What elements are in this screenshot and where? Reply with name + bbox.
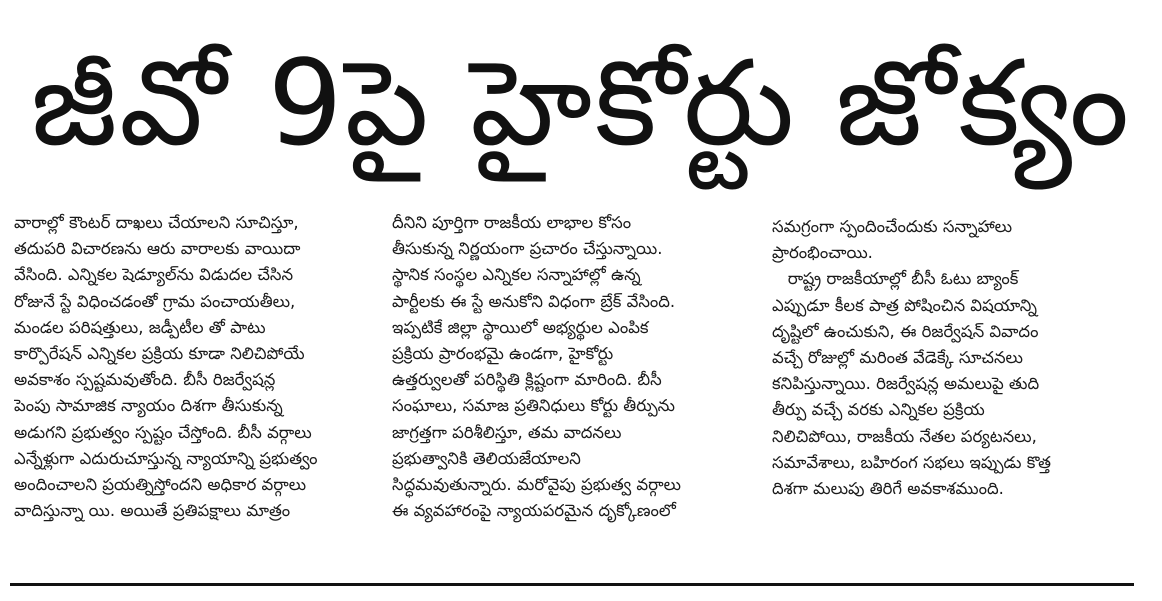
article-column-1 — [14, 210, 376, 524]
text-line: ఈ వ్యవహారంపై న్యాయపరమైన దృక్కోణంలో — [392, 501, 676, 521]
text-line: ప్రక్రియ ప్రారంభమై ఉండగా, హైకోర్టు — [392, 343, 614, 363]
text-line: కనిపిస్తున్నాయి. రిజర్వేషన్ల అమలుపై తుది — [772, 374, 1040, 394]
text-line: సమగ్రంగా స్పందించేందుకు సన్నాహాలు — [772, 217, 1013, 236]
headline: జీవో 9పై హైకోర్టు జోక్యం — [30, 34, 1132, 172]
text-line: ప్రారంభించాయి. — [772, 243, 873, 263]
article-column-3 — [772, 214, 1134, 502]
text-line: అడుగని ప్రభుత్వం స్పష్టం చేస్తోంది. బీసీ వర్గాలు — [14, 422, 312, 442]
text-line: తీసుకున్న నిర్ణయంగా ప్రచారం చేస్తున్నాయి. — [392, 239, 663, 259]
text-line: పార్టీలకు ఈ స్టే అనుకోని విధంగా బ్రేక్ వేసింది. — [392, 291, 676, 311]
text-line: ఎన్నేళ్లుగా ఎదురుచూస్తున్న న్యాయాన్ని ప్రభుత్వం — [14, 448, 318, 468]
text-line: రాష్ట్ర రాజకీయాల్లో బీసీ ఓటు బ్యాంక్ — [772, 269, 1019, 289]
text-line: జాగ్రత్తగా పరిశీలిస్తూ, తమ వాదనలు — [392, 422, 622, 442]
bottom-rule — [10, 583, 1134, 586]
text-line: వేసింది. ఎన్నికల షెడ్యూల్‌ను విడుదల చేసిన — [14, 265, 294, 285]
text-line: ఉత్తర్వులతో పరిస్థితి క్లిష్టంగా మారింది. బీసీ — [392, 370, 662, 390]
text-line: సిద్ధమవుతున్నారు. మరోవైపు ప్రభుత్వ వర్గాలు — [392, 474, 681, 494]
text-line: వాదిస్తున్నా యి. అయితే ప్రతిపక్షాలు మాత్రం — [14, 501, 291, 521]
article-column-2 — [392, 210, 754, 524]
text-line: దీనిని పూర్తిగా రాజకీయ లాభాల కోసం — [392, 213, 632, 232]
text-line: ప్రభుత్వానికి తెలియజేయాలని — [392, 448, 581, 468]
text-line: ఎప్పుడూ కీలక పాత్ర పోషించిన విషయాన్ని — [772, 295, 1038, 315]
text-line: దృష్టిలో ఉంచుకుని, ఈ రిజర్వేషన్ వివాదం — [772, 321, 1039, 341]
text-line: నిలిచిపోయి, రాజకీయ నేతల పర్యటనలు, — [772, 426, 1037, 446]
text-line: వచ్చే రోజుల్లో మరింత వేడెక్కే సూచనలు — [772, 347, 1023, 367]
text-line: మండల పరిషత్తులు, జడ్పీటీల తో పాటు — [14, 317, 266, 337]
text-line: సమావేశాలు, బహిరంగ సభలు ఇప్పుడు కొత్త — [772, 452, 1052, 472]
text-line: పెంపు సామాజిక న్యాయం దిశగా తీసుకున్న — [14, 396, 283, 416]
text-line: దిశగా మలుపు తిరిగే అవకాశముంది. — [772, 478, 1004, 498]
text-line: సంఘాలు, సమాజ ప్రతినిధులు కోర్టు తీర్పును — [392, 396, 675, 416]
text-line: వారాల్లో కౌంటర్ దాఖలు చేయాలని సూచిస్తూ, — [14, 213, 299, 232]
text-line: తదుపరి విచారణను ఆరు వారాలకు వాయిదా — [14, 239, 301, 259]
text-line: ఇప్పటికే జిల్లా స్థాయిలో అభ్యర్థుల ఎంపిక — [392, 317, 649, 337]
text-line: కార్పొరేషన్ ఎన్నికల ప్రక్రియ కూడా నిలిచిపోయే — [14, 343, 305, 363]
text-line: స్థానిక సంస్థల ఎన్నికల సన్నాహాల్లో ఉన్న — [392, 265, 641, 285]
text-line: అవకాశం స్పష్టమవుతోంది. బీసీ రిజర్వేషన్ల — [14, 370, 276, 390]
text-line: రోజునే స్టే విధించడంతో గ్రామ పంచాయతీలు, — [14, 291, 296, 311]
text-line: అందించాలని ప్రయత్నిస్తోందని అధికార వర్గాలు — [14, 474, 307, 494]
text-line: తీర్పు వచ్చే వరకు ఎన్నికల ప్రక్రియ — [772, 400, 985, 420]
